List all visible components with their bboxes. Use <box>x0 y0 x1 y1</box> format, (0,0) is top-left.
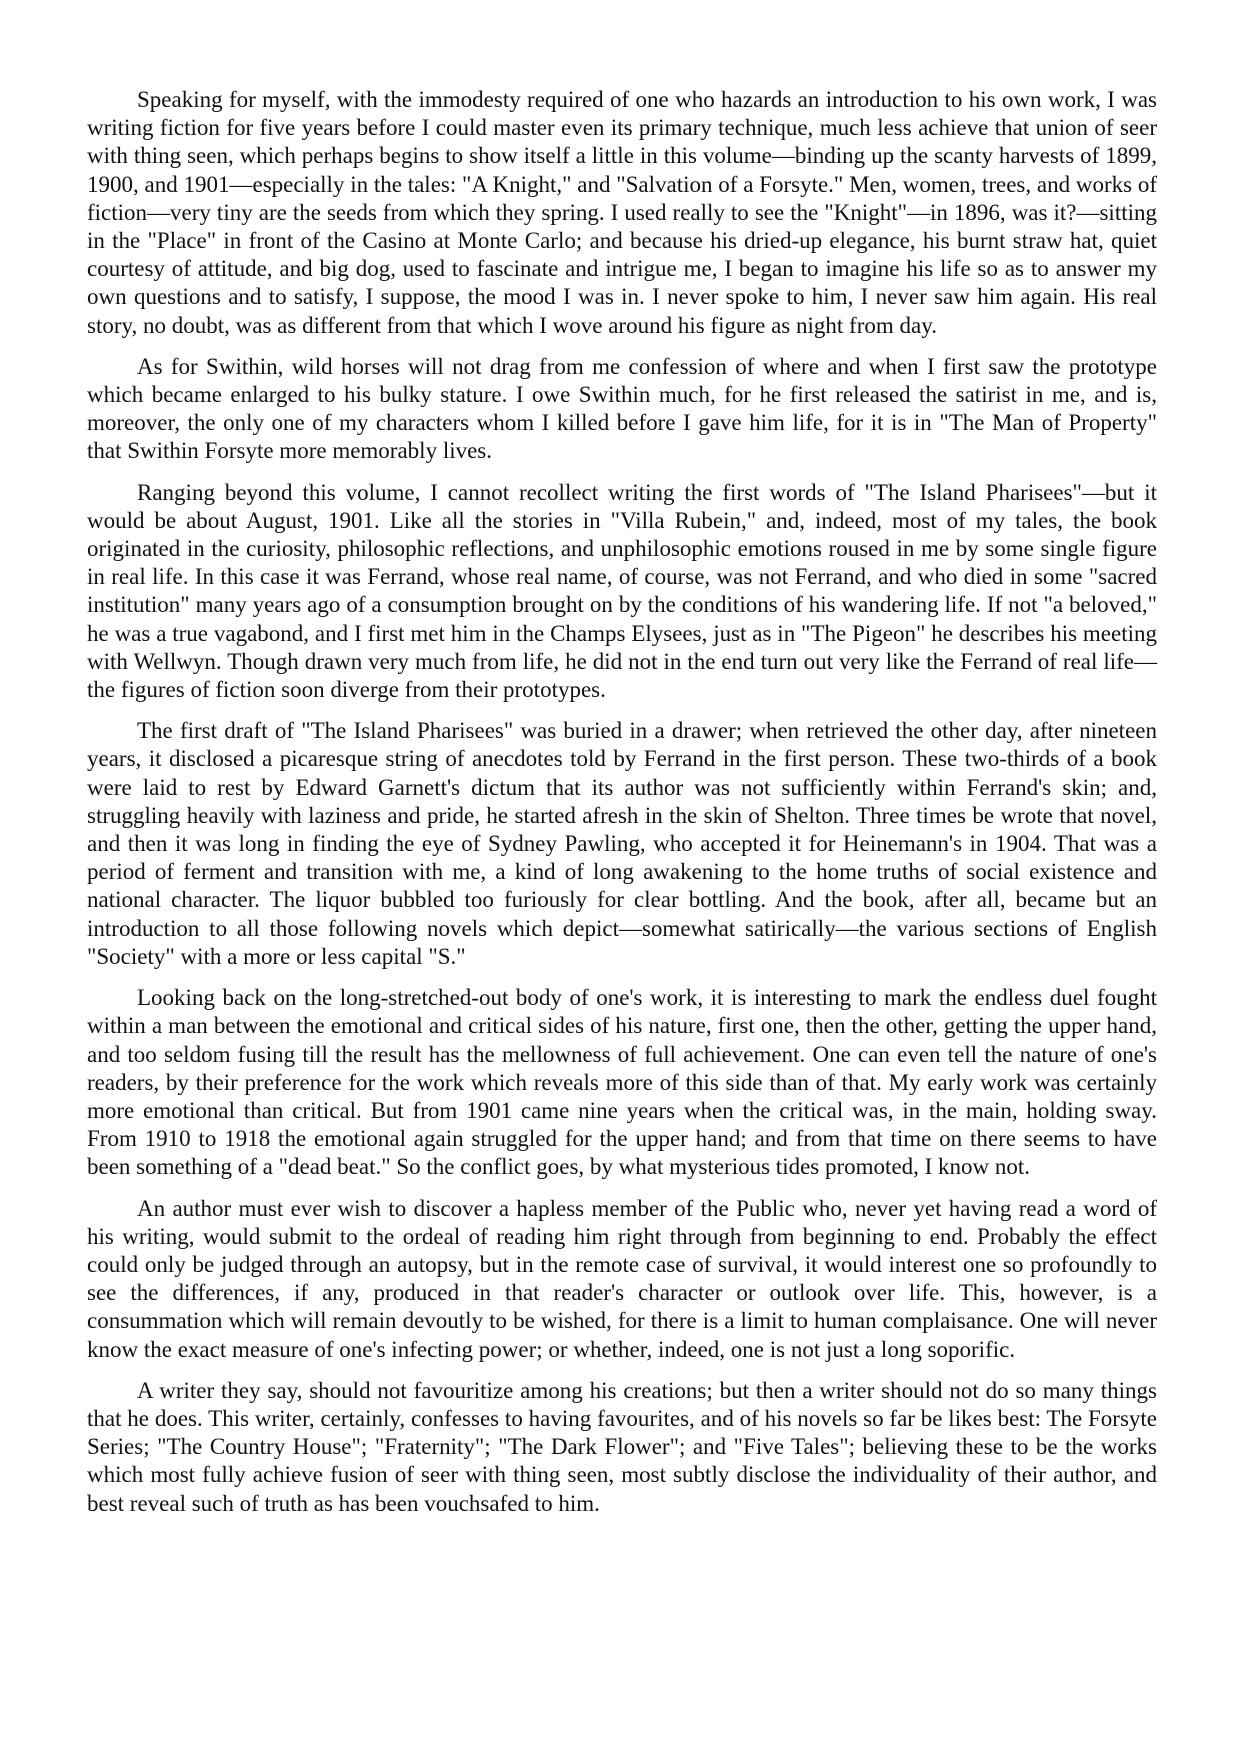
paragraph: A writer they say, should not favouritize among his creations; but then a writer should not do so many things that he does. This writer, certainly, confesses to having favourites, and of his novels so far be likes best: The Forsyte Series; "The Country House"; "Fraternity"; "The Dark Flower"; and "Five Tales"; believing these to be the works which most fully achieve fusion of seer with thing seen, most subtly disclose the individuality of their author, and best reveal such of truth as has been vouchsafed to him. <box>87 1377 1157 1516</box>
paragraph: Ranging beyond this volume, I cannot recollect writing the first words of "The Island Pharisees"—but it would be about August, 1901. Like all the stories in "Villa Rubein," and, indeed, most of my tales, the book originated in the curiosity, philosophic reflections, and unphilosophic emotions roused in me by some single figure in real life. In this case it was Ferrand, whose real name, of course, was not Ferrand, and who died in some "sacred institution" many years ago of a consumption brought on by the conditions of his wandering life. If not "a beloved," he was a true vagabond, and I first met him in the Champs Elysees, just as in "The Pigeon" he describes his meeting with Wellwyn. Though drawn very much from life, he did not in the end turn out very like the Ferrand of real life—the figures of fiction soon diverge from their prototypes. <box>87 479 1157 703</box>
document-page <box>87 86 1157 1531</box>
paragraph: The first draft of "The Island Pharisees" was buried in a drawer; when retrieved the other day, after nineteen years, it disclosed a picaresque string of anecdotes told by Ferrand in the first person. These two-thirds of a book were laid to rest by Edward Garnett's dictum that its author was not sufficiently within Ferrand's skin; and, struggling heavily with laziness and pride, he started afresh in the skin of Shelton. Three times be wrote that novel, and then it was long in finding the eye of Sydney Pawling, who accepted it for Heinemann's in 1904. That was a period of ferment and transition with me, a kind of long awakening to the home truths of social existence and national character. The liquor bubbled too furiously for clear bottling. And the book, after all, became but an introduction to all those following novels which depict—somewhat satirically—the various sections of English "Society" with a more or less capital "S." <box>87 718 1157 969</box>
paragraph: As for Swithin, wild horses will not drag from me confession of where and when I first saw the prototype which became enlarged to his bulky stature. I owe Swithin much, for he first released the satirist in me, and is, moreover, the only one of my characters whom I killed before I gave him life, for it is in "The Man of Property" that Swithin Forsyte more memorably lives. <box>87 353 1157 464</box>
paragraph: Speaking for myself, with the immodesty required of one who hazards an introduction to his own work, I was writing fiction for five years before I could master even its primary technique, much less achieve that union of seer with thing seen, which perhaps begins to show itself a little in this volume—binding up the scanty harvests of 1899, 1900, and 1901—especially in the tales: "A Knight," and "Salvation of a Forsyte." Men, women, trees, and works of fiction—very tiny are the seeds from which they spring. I used really to see the "Knight"—in 1896, was it?—sitting in the "Place" in front of the Casino at Monte Carlo; and because his dried-up elegance, his burnt straw hat, quiet courtesy of attitude, and big dog, used to fascinate and intrigue me, I began to imagine his life so as to answer my own questions and to satisfy, I suppose, the mood I was in. I never spoke to him, I never saw him again. His real story, no doubt, was as different from that which I wove around his figure as night from day. <box>87 87 1157 338</box>
paragraph: Looking back on the long-stretched-out body of one's work, it is interesting to mark the endless duel fought within a man between the emotional and critical sides of his nature, first one, then the other, getting the upper hand, and too seldom fusing till the result has the mellowness of full achievement. One can even tell the nature of one's readers, by their preference for the work which reveals more of this side than of that. My early work was certainly more emotional than critical. But from 1901 came nine years when the critical was, in the main, holding sway. From 1910 to 1918 the emotional again struggled for the upper hand; and from that time on there seems to have been something of a "dead beat." So the conflict goes, by what mysterious tides promoted, I know not. <box>87 985 1157 1180</box>
paragraph: An author must ever wish to discover a hapless member of the Public who, never yet having read a word of his writing, would submit to the ordeal of reading him right through from beginning to end. Probably the effect could only be judged through an autopsy, but in the remote case of survival, it would interest one so profoundly to see the differences, if any, produced in that reader's character or outlook over life. This, however, is a consummation which will remain devoutly to be wished, for there is a limit to human complaisance. One will never know the exact measure of one's infecting power; or whether, indeed, one is not just a long soporific. <box>87 1195 1157 1362</box>
